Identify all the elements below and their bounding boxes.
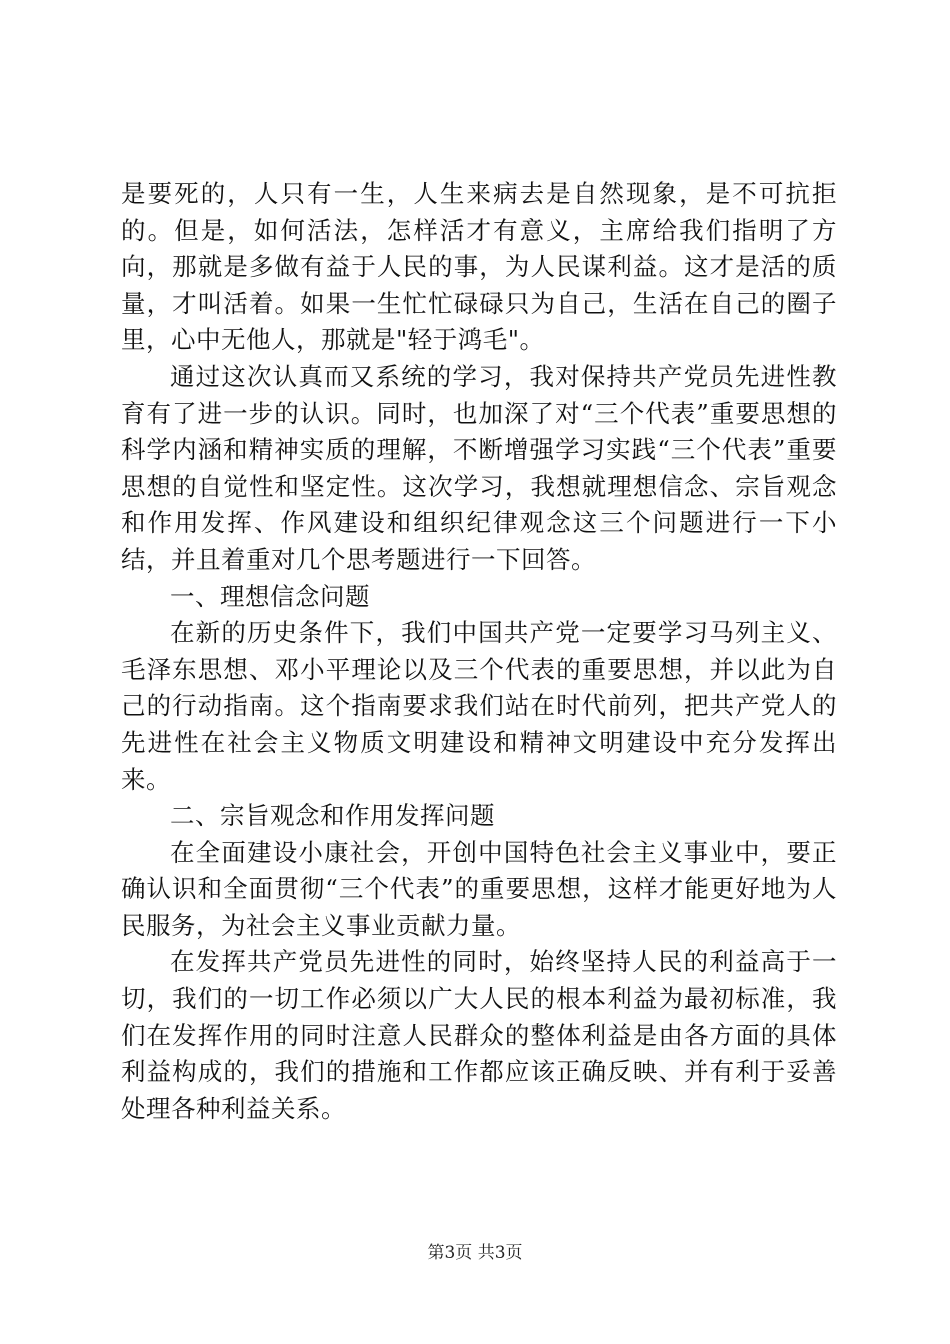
paragraph-1: 是要死的，人只有一生，人生来病去是自然现象，是不可抗拒的。但是，如何活法，怎样活才有意义，主席给我们指明了方向，那就是多做有益于人民的事，为人民谋利益。这才是活的质量，才叫活着。如果一生忙忙碌碌只为自己，生活在自己的圈子里，心中无他人，那就是"轻于鸿毛"。 — [121, 179, 837, 355]
document-body — [121, 176, 837, 1127]
paragraph-4: 在全面建设小康社会，开创中国特色社会主义事业中，要正确认识和全面贯彻“三个代表”的重要思想，这样才能更好地为人民服务，为社会主义事业贡献力量。 — [121, 837, 837, 940]
section-heading-2: 二、宗旨观念和作用发挥问题 — [170, 801, 495, 831]
paragraph-3: 在新的历史条件下，我们中国共产党一定要学习马列主义、毛泽东思想、邓小平理论以及三个代表的重要思想，并以此为自己的行动指南。这个指南要求我们站在时代前列，把共产党人的先进性在社会主义物质文明建设和精神文明建设中充分发挥出来。 — [121, 618, 837, 794]
paragraph-2: 通过这次认真而又系统的学习，我对保持共产党员先进性教育有了进一步的认识。同时，也加深了对“三个代表”重要思想的科学内涵和精神实质的理解，不断增强学习实践“三个代表”重要思想的自觉性和坚定性。这次学习，我想就理想信念、宗旨观念和作用发挥、作风建设和组织纪律观念这三个问题进行一下小结，并且着重对几个思考题进行一下回答。 — [121, 361, 837, 574]
section-heading-1: 一、理想信念问题 — [170, 581, 370, 611]
paragraph-5: 在发挥共产党员先进性的同时，始终坚持人民的利益高于一切，我们的一切工作必须以广大人民的根本利益为最初标准，我们在发挥作用的同时注意人民群众的整体利益是由各方面的具体利益构成的，我们的措施和工作都应该正确反映、并有利于妥善处理各种利益关系。 — [121, 947, 837, 1123]
page-footer: 第3页 共3页 — [427, 1243, 523, 1263]
